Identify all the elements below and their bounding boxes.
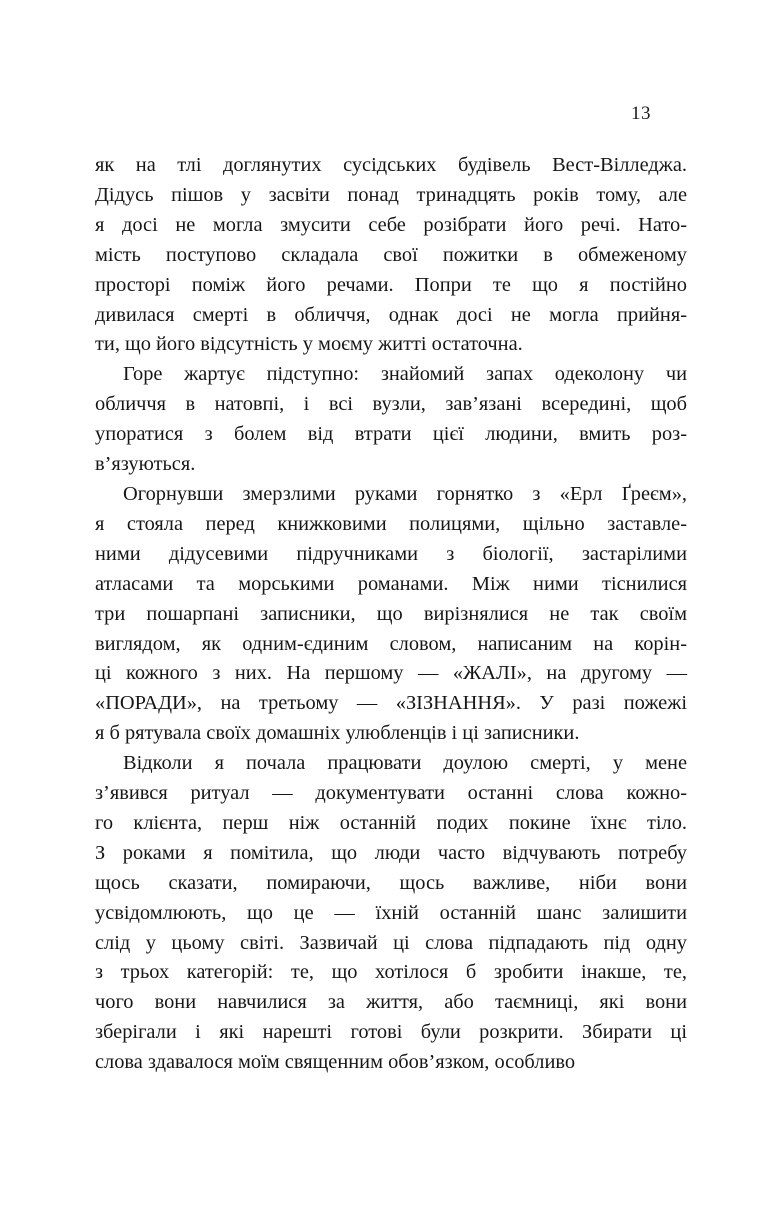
text-line: ці кожного з них. На першому — «ЖАЛІ», на другому — [95,662,687,685]
text-line: упоратися з болем від втрати цієї людини, вмить роз- [95,423,687,446]
text-line: щось сказати, помираючи, щось важливе, ніби вони [95,871,687,894]
text-line: виглядом, як одним-єдиним словом, написаним на корін- [95,632,687,655]
text-line: слід у цьому світі. Зазвичай ці слова підпадають під одну [95,931,687,954]
text-line: слова здавалося моїм священним обов’язком, особливо [95,1051,576,1074]
text-line: в’язуються. [95,453,196,476]
text-line: Відколи я почала працювати доулою смерті, у мене [123,752,687,775]
paragraph [95,480,687,749]
paragraph [95,360,687,480]
text-line: три пошарпані записники, що вирізнялися не так своїм [95,602,687,625]
paragraph [95,151,687,360]
text-line: мість поступово складала свої пожитки в обмеженому [95,243,687,266]
page-number: 13 [631,103,651,124]
text-line: Горе жартує підступно: знайомий запах одеколону чи [123,363,687,386]
text-line: як на тлі доглянутих сусідських будівель Вест-Вілледжа. [95,154,687,176]
text-line: ти, що його відсутність у моєму житті остаточна. [95,333,523,356]
text-line: атласами та морськими романами. Між ними тіснилися [95,572,687,595]
text-line: зберігали і які нарешті готові були розкрити. Збирати ці [95,1021,687,1044]
text-line: ними дідусевими підручниками з біології, застарілими [95,542,687,565]
text-line: з’явився ритуал — документувати останні слова кожно- [95,782,687,805]
text-line: го клієнта, перш ніж останній подих покине їхнє тіло. [95,811,687,834]
paragraph [95,749,687,1078]
text-line: «ПОРАДИ», на третьому — «ЗІЗНАННЯ». У разі пожежі [95,692,687,715]
text-line: усвідомлюють, що це — їхній останній шанс залишити [95,901,687,924]
text-line: просторі поміж його речами. Попри те що я постійно [95,273,687,296]
text-line: Огорнувши змерзлими руками горнятко з «Ерл Ґреєм», [123,482,687,505]
text-line: я б рятувала своїх домашніх улюбленців і ці записники. [95,722,580,745]
text-line: з трьох категорій: те, що хотілося б зробити інакше, те, [95,961,687,984]
text-line: обличчя в натовпі, і всі вузли, зав’язані всередині, щоб [95,393,687,416]
text-line: З роками я помітила, що люди часто відчувають потребу [95,841,687,864]
text-line: я стояла перед книжковими полицями, щільно заставле- [95,512,687,535]
body-text [95,151,687,1078]
text-line: Дідусь пішов у засвіти понад тринадцять років тому, але [95,183,687,206]
text-line: чого вони навчилися за життя, або таємниці, які вони [95,991,687,1014]
text-line: дивилася смерті в обличчя, однак досі не могла прийня- [95,303,687,326]
text-line: я досі не могла змусити себе розібрати його речі. Нато- [95,213,687,236]
